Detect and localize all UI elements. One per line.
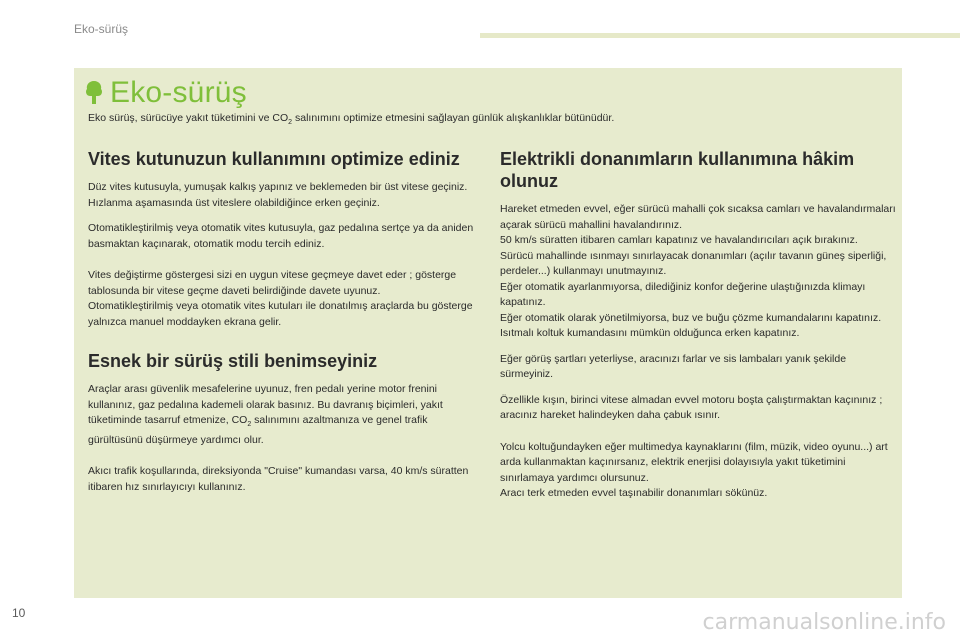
intro-subscript: 2	[288, 119, 293, 127]
paragraph: Eğer otomatik ayarlanmıyorsa, dilediğiniz konfor değerine ulaştığınızda klimayı kapatınız.	[500, 280, 866, 308]
paragraph-part: Araçlar arası güvenlik mesafelerine uyunuz, fren pedalı yerine motor frenini kullanınız, gaz pedalına kademeli olarak basınız. Bu davranış biçimleri, yakıt tüketiminde tasarruf etmenize, CO	[88, 383, 443, 426]
paragraph: Düz vites kutusuyla, yumuşak kalkış yapınız ve beklemeden bir üst vitese geçiniz. Hızlanma aşamasında üst viteslere olabildiğince erken geçiniz.	[88, 181, 468, 209]
intro-text-part: salınımını optimize etmesini sağlayan günlük alışkanlıklar bütünüdür.	[292, 112, 615, 124]
paragraph: Eğer otomatik olarak yönetilmiyorsa, buz ve buğu çözme kumandalarını kapatınız.	[500, 311, 882, 324]
paragraph: 50 km/s süratten itibaren camları kapatınız ve havalandırıcıları açık bırakınız.	[500, 234, 858, 246]
paragraph	[88, 382, 478, 448]
paragraph: Akıcı trafik koşullarında, direksiyonda "Cruise" kumandası varsa, 40 km/s süratten itibaren hız sınırlayıcıyı kullanınız.	[88, 465, 469, 493]
paragraph: Yolcu koltuğundayken eğer multimedya kaynaklarını (film, müzik, video oyunu...) art arda kullanmaktan kaçınırsanız, elektrik enerjisi dolayısıyla yakıt tüketimini sınırlamaya yardımcı olursunuz.	[500, 440, 888, 484]
section-title	[84, 76, 247, 110]
intro-text	[88, 112, 888, 126]
tree-icon	[84, 80, 104, 106]
watermark: carmanualsonline.info	[702, 610, 946, 635]
paragraph: Isıtmalı koltuk kumandasını mümkün olduğunca erken kapatınız.	[500, 327, 800, 339]
right-column	[500, 148, 896, 512]
paragraph-part: salınımını azaltmanıza ve genel trafik gürültüsünü düşürmeye yardımcı olur.	[88, 414, 428, 446]
page-number: 10	[12, 606, 26, 620]
header-bar	[480, 33, 960, 38]
page-header-title: Eko-sürüş	[74, 22, 129, 36]
paragraph: Sürücü mahallinde ısınmayı sınırlayacak donanımları (açılır tavanın güneş siperliği, perdeler...) kullanmayı unutmayınız.	[500, 249, 887, 277]
intro-text-part: Eko sürüş, sürücüye yakıt tüketimini ve CO	[88, 112, 289, 124]
paragraph: Aracı terk etmeden evvel taşınabilir donanımları sökünüz.	[500, 487, 768, 499]
paragraph: Otomatikleştirilmiş veya otomatik vites kutuları ile donatılmış araçlarda bu gösterge yalnızca manuel moddayken ekrana gelir.	[88, 300, 473, 328]
paragraph: Hareket etmeden evvel, eğer sürücü mahalli çok sıcaksa camları ve havalandırmaları açarak sürücü mahallini havalandırınız.	[500, 203, 896, 231]
paragraph: Özellikle kışın, birinci vitese almadan evvel motoru boşta çalıştırmaktan kaçınınız ; aracınız hareket halindeyken daha çabuk ısınır.	[500, 393, 883, 421]
paragraph: Eğer görüş şartları yeterliyse, aracınızı farlar ve sis lambaları yanık şekilde sürmeyiniz.	[500, 352, 847, 380]
paragraph: Vites değiştirme göstergesi sizi en uygun vitese geçmeye davet eder ; gösterge tablosunda bir vitese geçme daveti belirdiğinde davete uyunuz.	[88, 269, 457, 297]
left-column	[88, 148, 478, 505]
section-title-text: Eko-sürüş	[110, 76, 247, 109]
subscript: 2	[247, 421, 252, 429]
heading-gearbox: Vites kutunuzun kullanımını optimize ediniz	[88, 149, 460, 169]
heading-driving-style: Esnek bir sürüş stili benimseyiniz	[88, 351, 378, 371]
paragraph: Otomatikleştirilmiş veya otomatik vites kutusuyla, gaz pedalına sertçe ya da aniden basmaktan kaçınarak, otomatik modu tercih ediniz.	[88, 222, 474, 250]
heading-electrical: Elektrikli donanımların kullanımına hâkim olunuz	[500, 149, 855, 191]
